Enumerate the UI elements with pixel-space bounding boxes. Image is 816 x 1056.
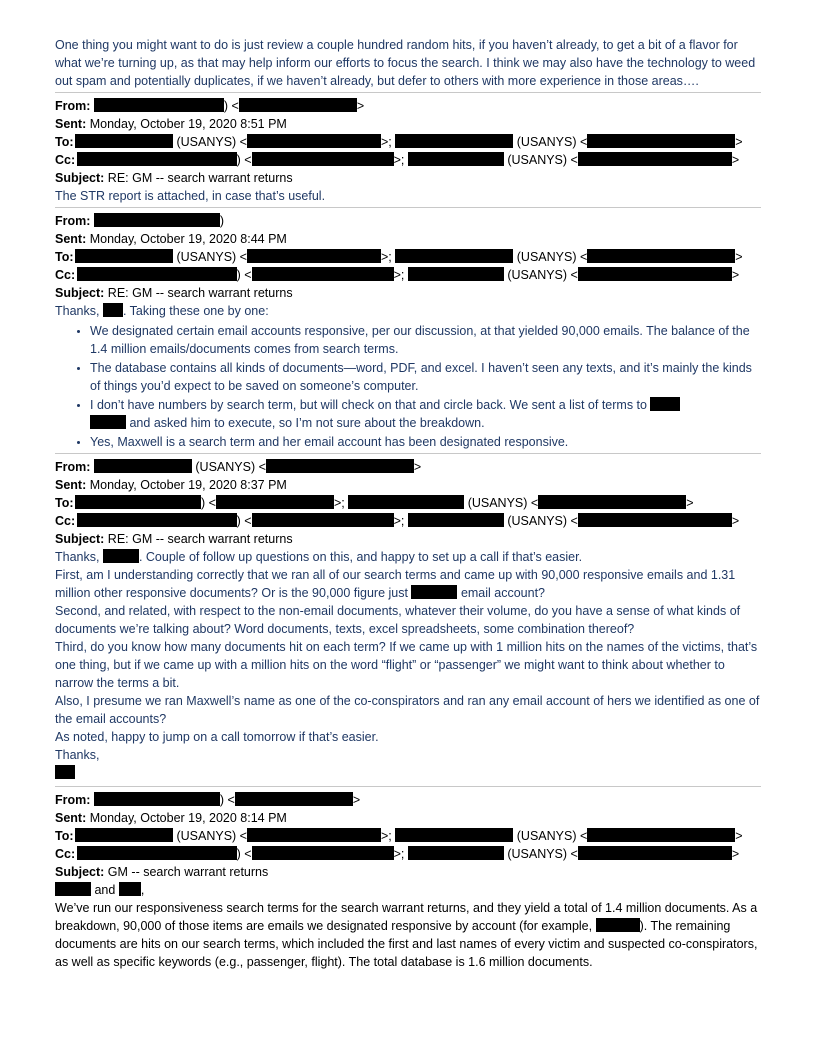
redaction <box>216 495 334 509</box>
from-line: From: ) < > <box>55 99 365 113</box>
email-signoff: Thanks, <box>55 748 100 762</box>
redaction <box>408 513 504 527</box>
email-greeting-2: Thanks, . Taking these one by one: <box>55 304 269 318</box>
redaction <box>538 495 686 509</box>
sent-line: Sent: Monday, October 19, 2020 8:51 PM <box>55 117 287 131</box>
list-item: • I don’t have numbers by search term, but will check on that and circle back. We sent a list of terms to and asked him to execute, so I’m not sure about the breakdown. <box>90 396 761 432</box>
email-bullet-list-2 <box>55 322 761 451</box>
email-header-2 <box>55 207 761 302</box>
subject-line: Subject: RE: GM -- search warrant returns <box>55 532 293 546</box>
redaction <box>252 513 394 527</box>
email-body-1: The STR report is attached, in case that’s useful. <box>55 189 326 203</box>
redaction <box>77 513 237 527</box>
redaction <box>235 792 353 806</box>
email-paragraph: Third, do you know how many documents hit on each term? If we came up with 1 million hits on the names of the victims, that’s one thing, but if we came up with a million hits on the word “flight” or “passenger” we might want to think about whether to narrow the terms a bit. <box>55 640 758 690</box>
redaction <box>75 134 173 148</box>
redaction <box>247 828 381 842</box>
redaction <box>239 98 357 112</box>
redaction <box>103 549 139 563</box>
cc-line: Cc: ) < >; (USANYS) < > <box>55 514 740 528</box>
from-line: From: (USANYS) < > <box>55 460 422 474</box>
redaction <box>411 585 457 599</box>
email-header-1 <box>55 92 761 187</box>
redaction <box>77 267 237 281</box>
redaction <box>75 249 173 263</box>
list-item: • We designated certain email accounts responsive, per our discussion, at that yielded 90,000 emails. The balance of the 1.4 million emails/documents comes from search terms. <box>90 322 761 358</box>
redaction <box>578 267 732 281</box>
email-header-3 <box>55 453 761 548</box>
subject-line: Subject: GM -- search warrant returns <box>55 865 269 879</box>
list-item: • Yes, Maxwell is a search term and her email account has been designated responsive. <box>90 433 761 451</box>
redaction <box>395 828 513 842</box>
redaction <box>55 765 75 779</box>
sent-line: Sent: Monday, October 19, 2020 8:44 PM <box>55 232 287 246</box>
redaction <box>587 134 735 148</box>
document-page <box>55 36 761 971</box>
email-paragraph: We’ve run our responsiveness search terms for the search warrant returns, and they yield a total of 1.4 million documents. As a breakdown, 90,000 of those items are emails we designated responsive by account (for example, ). The remaining documents are hits on our search terms, which included the first and last names of every victim and suspected co-conspirators, as well as specific keywords (e.g., passenger, flight). The total database is 1.6 million documents. <box>55 901 758 969</box>
to-line: To: (USANYS) < >; (USANYS) < > <box>55 829 743 843</box>
redaction <box>596 918 640 932</box>
redaction <box>578 513 732 527</box>
redaction <box>252 846 394 860</box>
to-line: To: (USANYS) < >; (USANYS) < > <box>55 135 743 149</box>
redaction <box>587 249 735 263</box>
redaction <box>578 152 732 166</box>
redaction <box>94 459 192 473</box>
redaction <box>395 249 513 263</box>
subject-line: Subject: RE: GM -- search warrant returns <box>55 286 293 300</box>
email-paragraph: First, am I understanding correctly that we ran all of our search terms and came up with 90,000 responsive emails and 1.31 million other responsive documents? Or is the 90,000 figure just email account? <box>55 568 736 600</box>
redaction <box>90 415 126 429</box>
redaction <box>94 98 224 112</box>
redaction <box>94 213 220 227</box>
redaction <box>348 495 464 509</box>
email-greeting-4: and , <box>55 881 761 899</box>
from-line: From: ) < > <box>55 793 361 807</box>
top-paragraph: One thing you might want to do is just review a couple hundred random hits, if you haven’t already, to get a bit of a flavor for what we’re turning up, as that may help inform our efforts to focus the search. I think we may also have the technology to weed out spam and potentially duplicates, if we haven’t already, but defer to others with more experience in those areas…. <box>55 38 756 88</box>
redaction <box>252 152 394 166</box>
email-paragraph: Second, and related, with respect to the non-email documents, whatever their volume, do you have a sense of what kinds of documents we’re talking about? Word documents, texts, excel spreadsheets, some combination thereof? <box>55 604 741 636</box>
email-greeting-3: Thanks, . Couple of follow up questions on this, and happy to set up a call if that’s easier. <box>55 550 583 564</box>
to-line: To: ) < >; (USANYS) < > <box>55 496 694 510</box>
cc-line: Cc: ) < >; (USANYS) < > <box>55 268 740 282</box>
signature <box>55 764 761 782</box>
redaction <box>395 134 513 148</box>
redaction <box>103 303 123 317</box>
redaction <box>650 397 680 411</box>
redaction <box>252 267 394 281</box>
redaction <box>587 828 735 842</box>
redaction <box>119 882 141 896</box>
list-item: • The database contains all kinds of documents—word, PDF, and excel. I haven’t seen any texts, and it’s mainly the kinds of things you’d expect to be saved on someone’s computer. <box>90 359 761 395</box>
redaction <box>75 828 173 842</box>
email-paragraph: Also, I presume we ran Maxwell’s name as one of the co-conspirators and ran any email account of hers we identified as one of the email accounts? <box>55 694 760 726</box>
redaction <box>408 152 504 166</box>
redaction <box>75 495 201 509</box>
cc-line: Cc: ) < >; (USANYS) < > <box>55 847 740 861</box>
redaction <box>94 792 220 806</box>
redaction <box>408 846 504 860</box>
from-line: From: ) <box>55 214 225 228</box>
redaction <box>55 882 91 896</box>
to-line: To: (USANYS) < >; (USANYS) < > <box>55 250 743 264</box>
email-header-4 <box>55 786 761 881</box>
email-paragraph: As noted, happy to jump on a call tomorrow if that’s easier. <box>55 730 379 744</box>
sent-line: Sent: Monday, October 19, 2020 8:37 PM <box>55 478 287 492</box>
sent-line: Sent: Monday, October 19, 2020 8:14 PM <box>55 811 287 825</box>
redaction <box>247 249 381 263</box>
redaction <box>77 152 237 166</box>
cc-line: Cc: ) < >; (USANYS) < > <box>55 153 740 167</box>
redaction <box>77 846 237 860</box>
redaction <box>578 846 732 860</box>
redaction <box>266 459 414 473</box>
subject-line: Subject: RE: GM -- search warrant returns <box>55 171 293 185</box>
redaction <box>408 267 504 281</box>
redaction <box>247 134 381 148</box>
